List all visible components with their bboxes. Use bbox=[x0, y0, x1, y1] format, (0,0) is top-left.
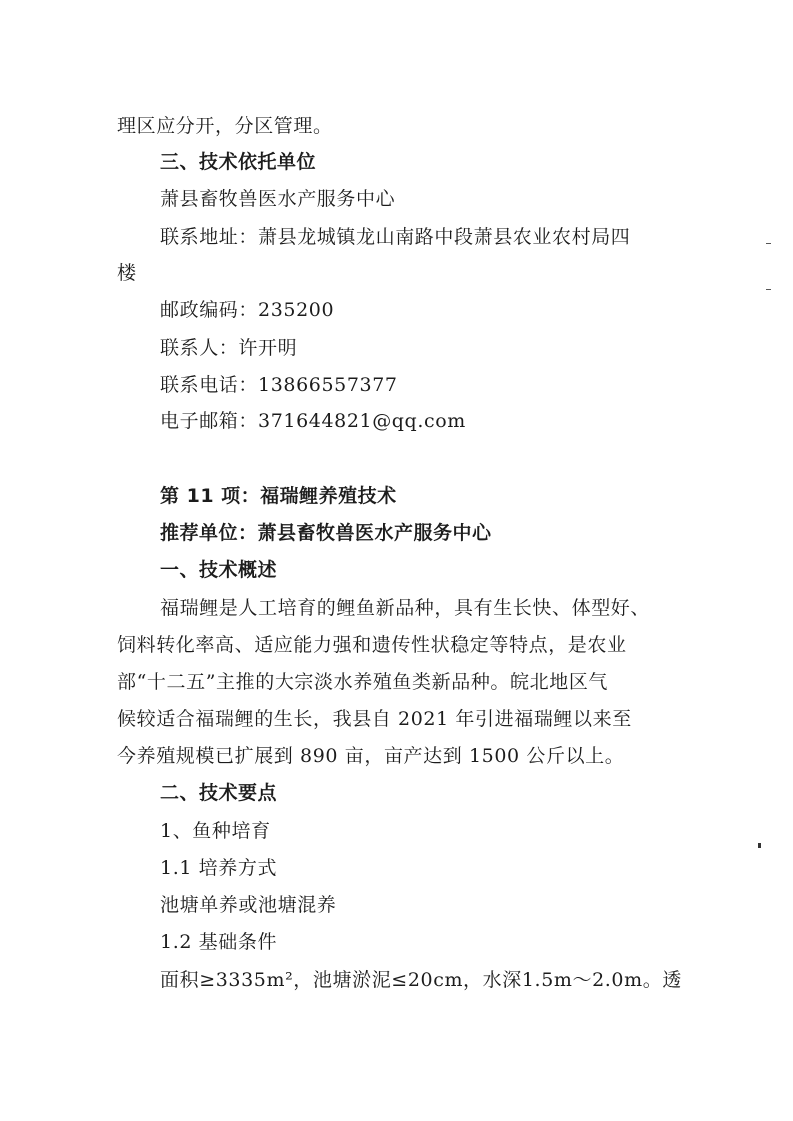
text-line: 1.1 培养方式 bbox=[160, 857, 278, 879]
text-line: 饲料转化率高、适应能力强和遗传性状稳定等特点，是农业 bbox=[117, 634, 627, 656]
text-line: 候较适合福瑞鲤的生长，我县自 2021 年引进福瑞鲤以来至 bbox=[117, 708, 632, 730]
text-line: 1、鱼种培育 bbox=[160, 820, 271, 842]
text-line: 联系电话：13866557377 bbox=[160, 374, 398, 396]
text-line: 1.2 基础条件 bbox=[160, 931, 278, 953]
text-line: 楼 bbox=[117, 262, 137, 284]
scan-mark bbox=[766, 243, 771, 244]
text-line: 池塘单养或池塘混养 bbox=[160, 894, 337, 916]
text-line: 电子邮箱：371644821@qq.com bbox=[160, 410, 466, 432]
scan-mark bbox=[766, 289, 771, 290]
text-line: 理区应分开，分区管理。 bbox=[117, 115, 333, 137]
text-line: 今养殖规模已扩展到 890 亩，亩产达到 1500 公斤以上。 bbox=[117, 745, 625, 767]
text-line: 福瑞鲤是人工培育的鲤鱼新品种，具有生长快、体型好、 bbox=[160, 597, 651, 619]
section-heading: 三、技术依托单位 bbox=[160, 151, 317, 173]
text-line: 萧县畜牧兽医水产服务中心 bbox=[160, 188, 396, 210]
recommending-unit: 推荐单位：萧县畜牧兽医水产服务中心 bbox=[160, 522, 492, 544]
text-line: 面积≥3335m²，池塘淤泥≤20cm，水深1.5m～2.0m。透 bbox=[160, 969, 682, 991]
section-heading: 一、技术概述 bbox=[160, 559, 278, 581]
text-line: 联系地址：萧县龙城镇龙山南路中段萧县农业农村局四 bbox=[160, 226, 631, 248]
item-title: 第 11 项：福瑞鲤养殖技术 bbox=[160, 485, 397, 507]
text-line: 部“十二五”主推的大宗淡水养殖鱼类新品种。皖北地区气 bbox=[117, 671, 609, 693]
text-line: 邮政编码：235200 bbox=[160, 299, 335, 321]
section-heading: 二、技术要点 bbox=[160, 782, 278, 804]
scan-mark bbox=[758, 843, 761, 848]
text-line: 联系人：许开明 bbox=[160, 337, 298, 359]
